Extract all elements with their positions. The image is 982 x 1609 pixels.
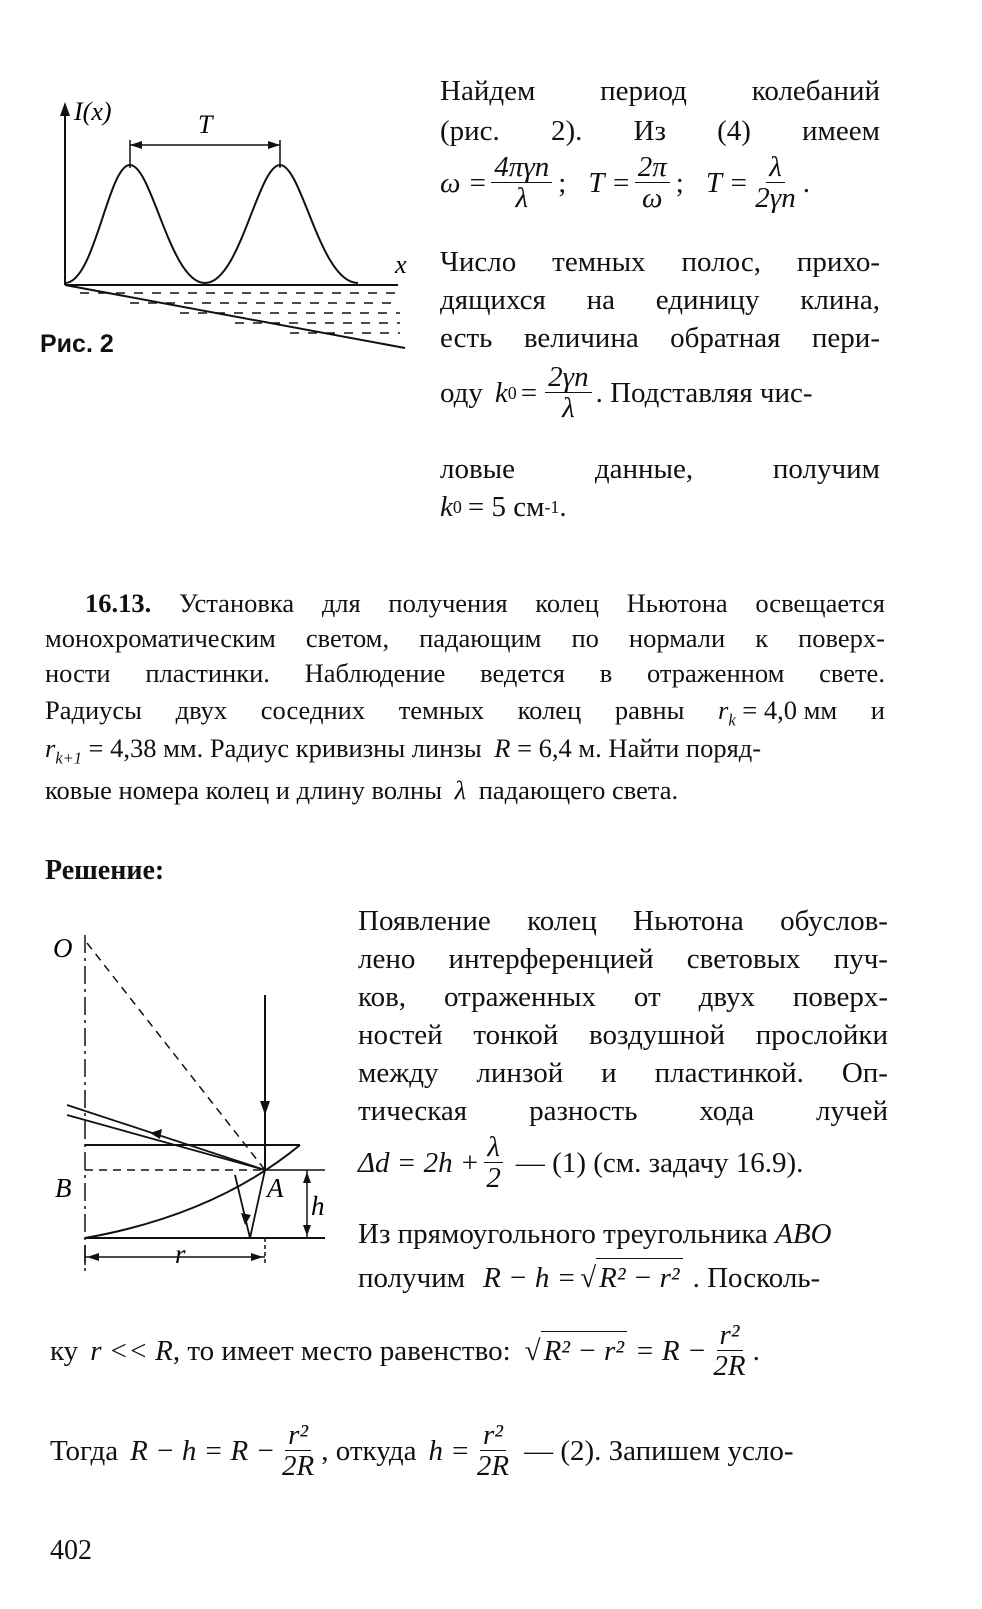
word: пуч- xyxy=(833,943,888,975)
R-value: = 6,4 м. Найти поряд- xyxy=(517,733,762,763)
eq-T2-lhs: T = xyxy=(705,166,749,199)
word: лено xyxy=(358,943,416,975)
problem-line xyxy=(45,620,885,657)
text-fragment: . Посколь- xyxy=(692,1261,821,1294)
text-line xyxy=(358,902,888,940)
word: отраженных xyxy=(443,981,597,1013)
rk1-value: = 4,38 мм. Радиус кривизны линзы xyxy=(88,733,482,763)
word: ведется xyxy=(480,658,565,688)
word: соседних xyxy=(260,695,366,725)
fraction-denominator: 2R xyxy=(713,1350,746,1382)
word: обратная xyxy=(670,322,781,354)
text-line xyxy=(440,319,880,357)
word: линзой xyxy=(476,1057,564,1089)
eq5-lhs: h = xyxy=(428,1434,470,1467)
reflected-ray-arrow xyxy=(150,1129,162,1139)
reflected-ray-1 xyxy=(67,1105,265,1170)
text-line xyxy=(358,940,888,978)
label-r: r xyxy=(175,1239,186,1269)
text-fragment: Из прямоугольного треугольника xyxy=(358,1218,768,1250)
rk-symbol: r xyxy=(718,695,729,725)
word: полос, xyxy=(681,246,761,278)
text-line xyxy=(358,1016,888,1054)
h-arrow-bottom xyxy=(303,1225,311,1236)
equation-period xyxy=(440,152,810,213)
word: (4) xyxy=(717,115,751,147)
wedge-hatching xyxy=(80,293,400,333)
word: колец xyxy=(517,695,582,725)
word: пери- xyxy=(811,322,880,354)
word: ности xyxy=(45,658,111,688)
fraction-numerator: λ xyxy=(766,152,785,183)
eq1-lhs: Δd = 2h + xyxy=(358,1146,480,1179)
text-fragment: — (2). Запишем усло- xyxy=(524,1434,794,1467)
text-line xyxy=(440,72,880,110)
text-line xyxy=(440,281,880,319)
fraction-denominator: λ xyxy=(515,182,529,214)
word: колец xyxy=(535,588,599,618)
equation-4 xyxy=(50,1420,794,1481)
R-symbol: R xyxy=(494,733,511,763)
word: получения xyxy=(388,588,508,618)
eq4-lhs: R − h = R − xyxy=(130,1434,276,1467)
equation-k0 xyxy=(440,362,813,423)
period-arrow-left xyxy=(130,141,142,149)
k0-symbol: k xyxy=(494,376,508,409)
text-line xyxy=(440,450,880,488)
word: Из xyxy=(633,115,666,147)
word: освещается xyxy=(755,588,885,618)
fraction-denominator: 2 xyxy=(486,1162,501,1194)
rk1-symbol: r xyxy=(45,733,56,763)
word: получим xyxy=(772,453,880,485)
word: интерференцией xyxy=(448,943,654,975)
word: имеем xyxy=(802,115,880,147)
word: к xyxy=(755,623,769,653)
text-fragment: ковые номера колец и длину волны xyxy=(45,775,442,805)
word: Найдем xyxy=(440,75,536,107)
word: на xyxy=(586,284,615,316)
word: тическая xyxy=(358,1095,468,1127)
word: пластинки. xyxy=(145,658,270,688)
word: Оп- xyxy=(841,1057,888,1089)
k0-subscript: 0 xyxy=(507,382,517,403)
fraction xyxy=(483,1132,504,1193)
text-fragment: , то имеет место равенство: xyxy=(172,1334,511,1367)
word: между xyxy=(358,1057,439,1089)
word: темных xyxy=(398,695,485,725)
word: в xyxy=(599,658,613,688)
equation-1 xyxy=(358,1132,803,1193)
h-arrow-top xyxy=(303,1172,311,1183)
word: разность xyxy=(529,1095,638,1127)
problem-line xyxy=(45,655,885,692)
word: и xyxy=(601,1057,617,1089)
word: тонкой xyxy=(473,1019,559,1051)
word: световых xyxy=(686,943,801,975)
eq-T1-lhs: T = xyxy=(588,166,631,199)
figure-2-caption: Рис. 2 xyxy=(40,330,114,358)
page-number: 402 xyxy=(50,1535,92,1566)
word: Установка xyxy=(178,588,295,618)
problem-line xyxy=(45,730,761,776)
word: период xyxy=(600,75,687,107)
problem-line xyxy=(85,585,885,622)
word: ностей xyxy=(358,1019,443,1051)
period: . xyxy=(802,166,810,199)
fraction xyxy=(491,152,552,213)
separator: ; xyxy=(675,166,684,199)
word: Наблюдение xyxy=(304,658,446,688)
word: прослойки xyxy=(755,1019,888,1051)
equation-2 xyxy=(358,1258,820,1297)
text-line xyxy=(358,1054,888,1092)
eq3-mid: = R − xyxy=(635,1334,707,1367)
word: Тогда xyxy=(50,1434,119,1467)
word: колебаний xyxy=(751,75,880,107)
word: ловые xyxy=(440,453,516,485)
equals: = xyxy=(520,376,538,409)
reflected-ray-2 xyxy=(67,1115,265,1170)
fraction-denominator: ω xyxy=(642,182,663,214)
word: 2). xyxy=(550,115,583,147)
eq2-lhs: R − h = xyxy=(483,1261,577,1294)
word: падающим xyxy=(419,623,542,653)
fraction-numerator: r² xyxy=(480,1420,506,1451)
word: Ньютона xyxy=(626,588,728,618)
word: прихо- xyxy=(796,246,880,278)
word: единицу xyxy=(655,284,760,316)
fraction xyxy=(545,362,591,423)
fraction-numerator: r² xyxy=(285,1420,311,1451)
word: двух xyxy=(698,981,756,1013)
word: равны xyxy=(614,695,685,725)
word: отраженном xyxy=(646,658,785,688)
rk-value: = 4,0 мм xyxy=(742,695,838,725)
word: поверх- xyxy=(792,981,888,1013)
rk-subscript: k xyxy=(728,710,736,730)
fraction-denominator: 2γn xyxy=(755,182,796,214)
word: для xyxy=(321,588,361,618)
figure-2 xyxy=(40,90,420,370)
word: величина xyxy=(523,322,639,354)
text-fragment: . Подставляя чис- xyxy=(595,376,813,409)
fraction xyxy=(752,152,798,213)
word: Появление xyxy=(358,905,491,937)
word: хода xyxy=(699,1095,755,1127)
period: . xyxy=(752,1334,760,1367)
word: нормали xyxy=(628,623,726,653)
label-h: h xyxy=(311,1191,325,1221)
fraction-numerator: 2π xyxy=(635,152,670,183)
text-line xyxy=(358,1215,832,1253)
label-O: O xyxy=(53,933,73,963)
text-line xyxy=(358,978,888,1016)
x-axis-label: x xyxy=(395,250,407,279)
period-arrow-right xyxy=(268,141,280,149)
incident-ray-arrow xyxy=(260,1101,270,1115)
figure-newton-rings xyxy=(45,915,345,1295)
y-axis-label: I(x) xyxy=(74,97,112,126)
k0-subscript: 0 xyxy=(452,497,462,517)
fraction-numerator: r² xyxy=(717,1320,743,1351)
fraction-denominator: 2R xyxy=(282,1450,315,1482)
word: лучей xyxy=(816,1095,888,1127)
k0-symbol: k xyxy=(440,491,453,523)
word: светом, xyxy=(305,623,390,653)
word: ку xyxy=(50,1334,79,1367)
fraction xyxy=(710,1320,748,1381)
inequality: r << R xyxy=(90,1334,173,1367)
period-label: T xyxy=(198,110,213,139)
word: дящихся xyxy=(440,284,546,316)
triangle-label: ABO xyxy=(775,1218,832,1250)
word: Число xyxy=(440,246,517,278)
word: ков, xyxy=(358,981,407,1013)
text-fragment: падающего света. xyxy=(478,775,679,805)
word: данные, xyxy=(594,453,694,485)
fraction xyxy=(635,152,670,213)
fraction-numerator: 2γn xyxy=(545,362,591,393)
word: есть xyxy=(440,322,493,354)
result-exponent: -1 xyxy=(544,497,560,517)
word: пластинкой. xyxy=(654,1057,804,1089)
word: воздушной xyxy=(589,1019,726,1051)
word: Ньютона xyxy=(633,905,744,937)
radius-OA xyxy=(87,943,265,1170)
sqrt-radicand: R² − r² xyxy=(596,1258,682,1297)
solution-heading: Решение: xyxy=(45,855,165,886)
label-B: B xyxy=(55,1173,72,1203)
word: свете. xyxy=(819,658,885,688)
sqrt-radicand: R² − r² xyxy=(541,1331,627,1370)
sqrt-sign: √ xyxy=(580,1261,597,1294)
intensity-curve xyxy=(65,165,358,283)
problem-number: 16.13. xyxy=(85,588,152,618)
result-k0 xyxy=(440,488,567,526)
word: двух xyxy=(175,695,228,725)
word: по xyxy=(571,623,599,653)
word: клина, xyxy=(800,284,880,316)
gap-ray-arrow xyxy=(241,1213,251,1225)
problem-line xyxy=(45,772,678,809)
word: Радиусы xyxy=(45,695,142,725)
r-arrow-right xyxy=(251,1253,263,1261)
rk1-subscript: k+1 xyxy=(55,748,82,768)
word: обуслов- xyxy=(780,905,888,937)
sqrt-sign: √ xyxy=(524,1334,541,1367)
fraction-denominator: λ xyxy=(562,392,575,424)
r-arrow-left xyxy=(87,1253,99,1261)
lambda-symbol: λ xyxy=(454,775,467,805)
fraction-numerator: 4πγn xyxy=(491,152,552,183)
fraction xyxy=(279,1420,317,1481)
y-axis-arrow xyxy=(60,102,70,116)
word: поверх- xyxy=(798,623,885,653)
eq1-reference: — (1) (см. задачу 16.9). xyxy=(515,1146,804,1179)
word: колец xyxy=(527,905,597,937)
text-fragment: , откуда xyxy=(321,1434,417,1467)
result-value: = 5 см xyxy=(467,491,545,523)
word: и xyxy=(870,695,885,725)
wedge-bottom xyxy=(65,285,405,348)
word: получим xyxy=(358,1261,466,1294)
word: монохроматическим xyxy=(45,623,276,653)
separator: ; xyxy=(558,166,567,199)
fraction-numerator: λ xyxy=(484,1132,503,1163)
text-line xyxy=(358,1092,888,1130)
word: оду xyxy=(440,376,483,409)
label-A: A xyxy=(267,1173,284,1203)
word: темных xyxy=(552,246,646,278)
text-line xyxy=(440,112,880,150)
fraction xyxy=(474,1420,512,1481)
text-line xyxy=(440,243,880,281)
eq-omega-lhs: ω = xyxy=(440,166,488,199)
word: (рис. xyxy=(440,115,500,147)
period: . xyxy=(559,491,567,523)
equation-3 xyxy=(50,1320,760,1381)
fraction-denominator: 2R xyxy=(476,1450,510,1482)
word: от xyxy=(633,981,661,1013)
